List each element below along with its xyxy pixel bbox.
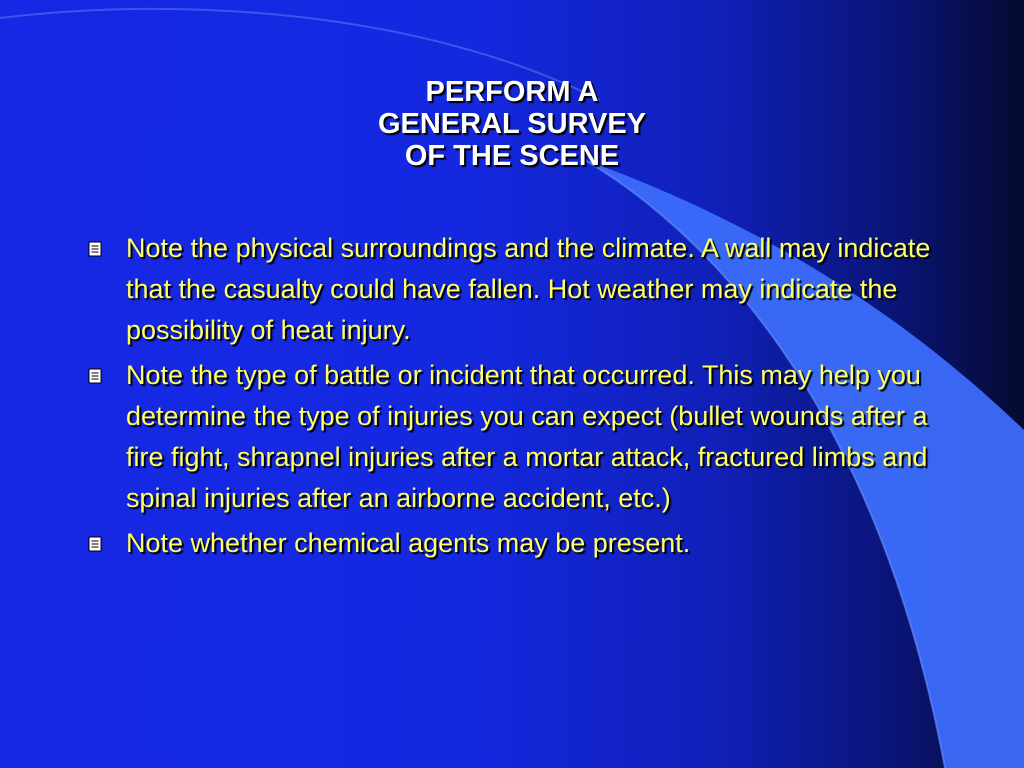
title-line-2: GENERAL SURVEY — [377, 108, 647, 140]
title-line-1: PERFORM A — [425, 76, 599, 108]
bullet-text: Note the physical surroundings and the climate. A wall may indicate that the casualty could have fallen. Hot weather may indicate the possibility of heat injury. — [126, 233, 931, 345]
bullet-text: Note the type of battle or incident that occurred. This may help you determine the type of injuries you can expect (bullet wounds after a fire fight, shrapnel injuries after a mortar attack, fractured limbs and spinal injuries after an airborne accident, etc.) — [126, 360, 928, 513]
slide-title — [0, 76, 1024, 172]
bullet-item — [86, 523, 946, 564]
title-line-3: OF THE SCENE — [404, 140, 620, 172]
bullet-text: Note whether chemical agents may be present. — [126, 528, 691, 558]
document-icon — [88, 536, 102, 552]
document-icon — [88, 241, 102, 257]
document-icon — [88, 368, 102, 384]
bullet-list — [86, 228, 946, 568]
bullet-item — [86, 355, 946, 519]
bullet-item — [86, 228, 946, 351]
